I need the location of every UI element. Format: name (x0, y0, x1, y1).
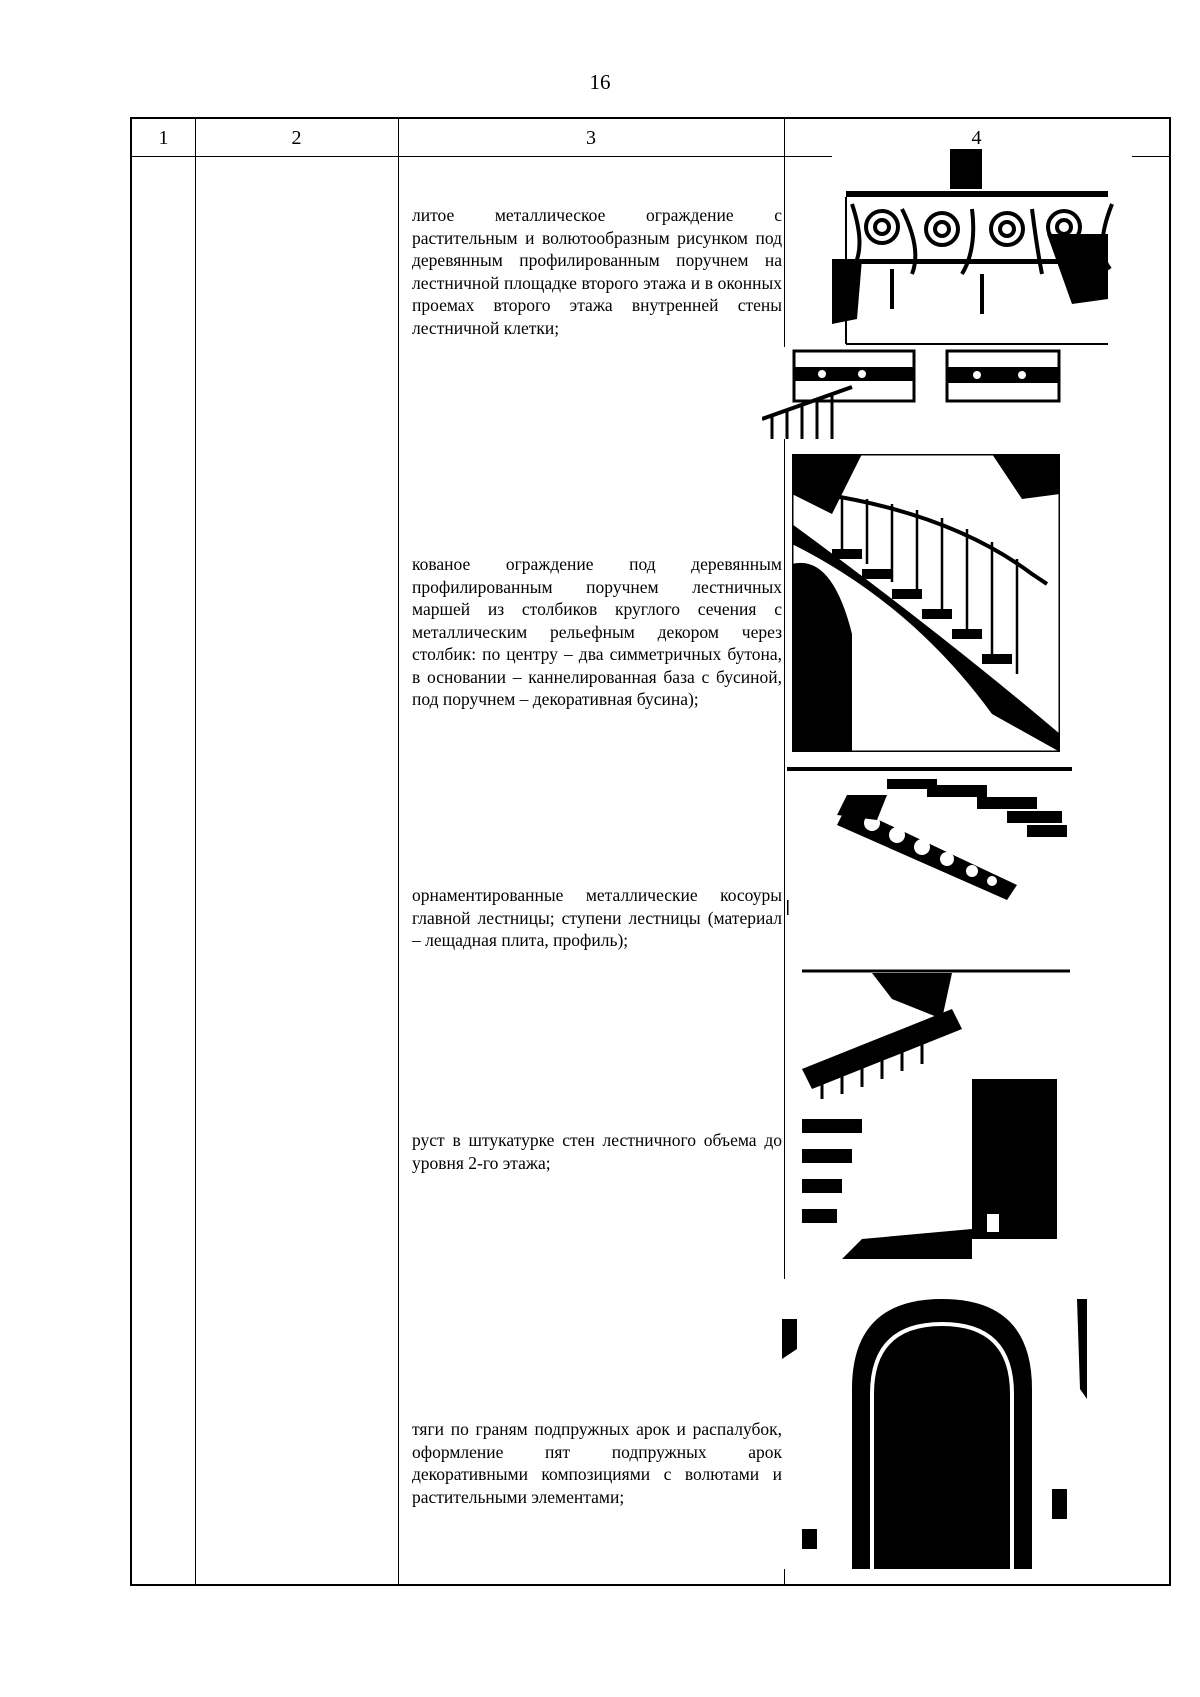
column-divider (398, 119, 399, 1584)
feature-description: кованое ограждение под деревянным профилированным поручнем лестничных маршей из столбиков круглого сечения с металлическим рельефным декором через столбик: по центру – два симметричных бутона, в основании – каннелированная база с бусиной, под поручнем – декоративная бусина); (412, 554, 782, 709)
rustication-photo (802, 969, 1070, 1259)
window-railing-photo (762, 347, 1062, 439)
column-divider (195, 119, 196, 1584)
feature-description: тяги по граням подпружных арок и распалубок, оформление пят подпружных арок декоративными композициями с волютами и растительными элементами; (412, 1419, 782, 1507)
heritage-table (130, 117, 1171, 1586)
column-header-4: 4 (971, 127, 982, 149)
forged-railing-photo (792, 454, 1060, 752)
page-number: 16 (589, 70, 611, 94)
arch-photo (782, 1279, 1087, 1569)
feature-description: руст в штукатурке стен лестничного объема до уровня 2-го этажа; (412, 1130, 782, 1173)
cast-railing-photo (832, 149, 1132, 352)
column-header-1: 1 (158, 127, 169, 149)
feature-description: орнаментированные металлические косоуры главной лестницы; ступени лестницы (материал – лещадная плита, профиль); (412, 885, 782, 950)
stringer-photo (787, 765, 1072, 945)
feature-description: литое металлическое ограждение с растительным и волютообразным рисунком под деревянным профилированным поручнем на лестничной площадке второго этажа и в оконных проемах второго этажа внутренней стены лестничной клетки; (412, 205, 782, 338)
column-header-2: 2 (291, 127, 302, 149)
column-header-3: 3 (586, 127, 596, 149)
